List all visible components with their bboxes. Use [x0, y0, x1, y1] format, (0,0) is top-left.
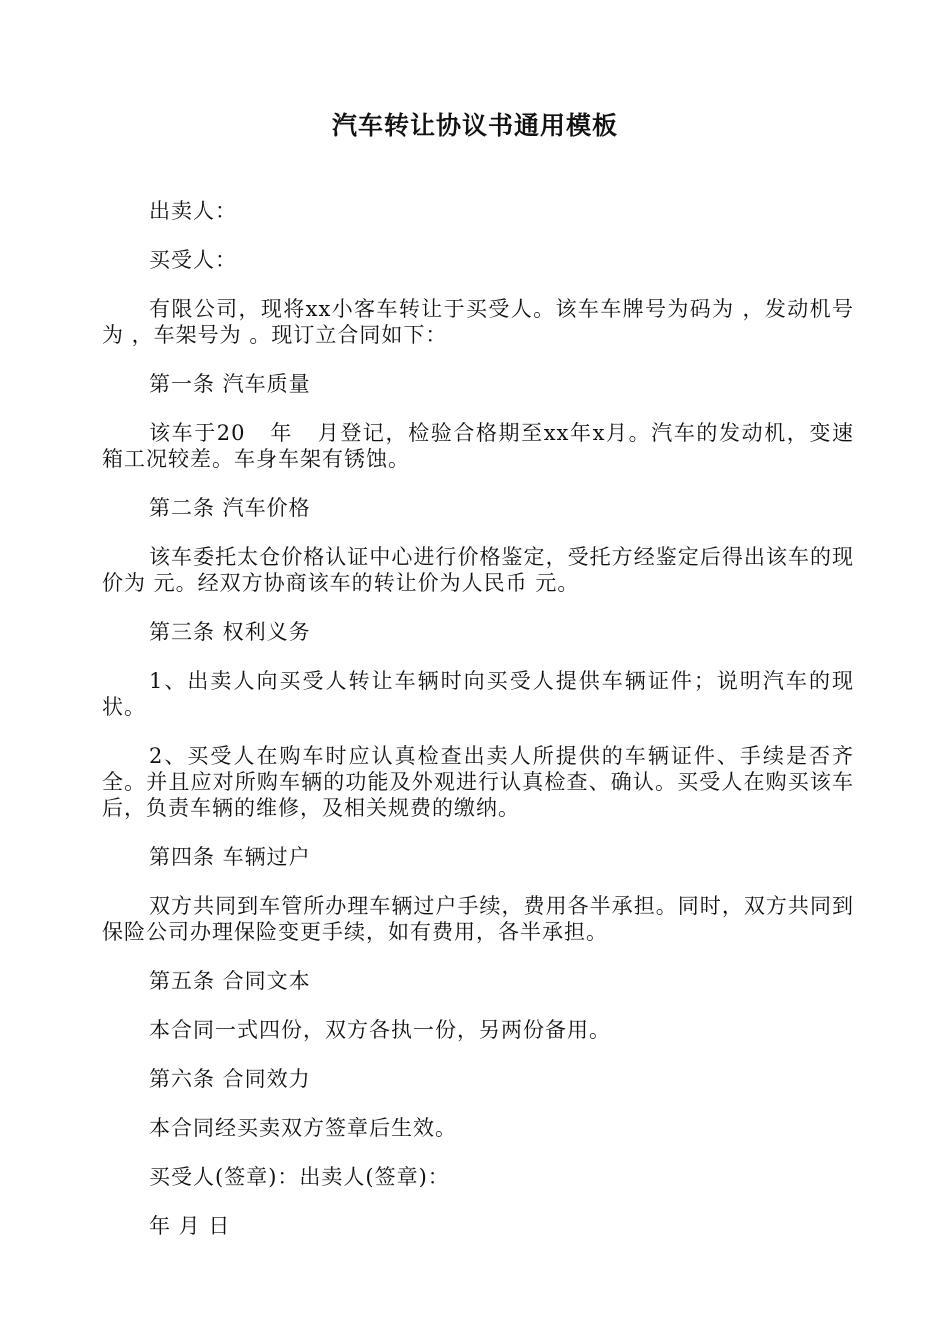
article-4-text: 双方共同到车管所办理车辆过户手续，费用各半承担。同时，双方共同到保险公司办理保险变更手续，如有费用，各半承担。 [102, 894, 854, 944]
article-5-heading: 第五条 合同文本 [149, 969, 311, 993]
article-4-heading: 第四条 车辆过户 [149, 845, 311, 869]
article-5-text: 本合同一式四份，双方各执一份，另两份备用。 [149, 1018, 611, 1042]
article-2-heading: 第二条 汽车价格 [149, 496, 311, 520]
article-3-heading: 第三条 权利义务 [149, 620, 311, 644]
article-2-text: 该车委托太仓价格认证中心进行价格鉴定，受托方经鉴定后得出该车的现价为 元。经双方协商该车的转让价为人民币 元。 [102, 545, 854, 595]
article-3-item-1: 1、出卖人向买受人转让车辆时向买受人提供车辆证件；说明汽车的现状。 [102, 669, 854, 719]
intro-paragraph: 有限公司，现将xx小客车转让于买受人。该车车牌号为码为 ，发动机号为 ，车架号为 。现订立合同如下： [102, 297, 854, 347]
buyer-line: 买受人： [149, 248, 237, 272]
document-body [102, 198, 854, 1262]
article-6-text: 本合同经买卖双方签章后生效。 [149, 1116, 457, 1140]
seller-line: 出卖人： [149, 199, 237, 223]
article-1-text: 该车于20 年 月登记，检验合格期至xx年x月。汽车的发动机，变速箱工况较差。车身车架有锈蚀。 [102, 421, 854, 471]
article-6-heading: 第六条 合同效力 [149, 1067, 311, 1091]
document-title: 汽车转让协议书通用模板 [331, 111, 618, 140]
signature-line: 买受人(签章)：出卖人(签章)： [149, 1165, 450, 1189]
article-1-heading: 第一条 汽车质量 [149, 372, 311, 396]
date-line: 年 月 日 [149, 1214, 231, 1238]
article-3-item-2: 2、买受人在购车时应认真检查出卖人所提供的车辆证件、手续是否齐全。并且应对所购车辆的功能及外观进行认真检查、确认。买受人在购买该车后，负责车辆的维修，及相关规费的缴纳。 [102, 744, 854, 820]
